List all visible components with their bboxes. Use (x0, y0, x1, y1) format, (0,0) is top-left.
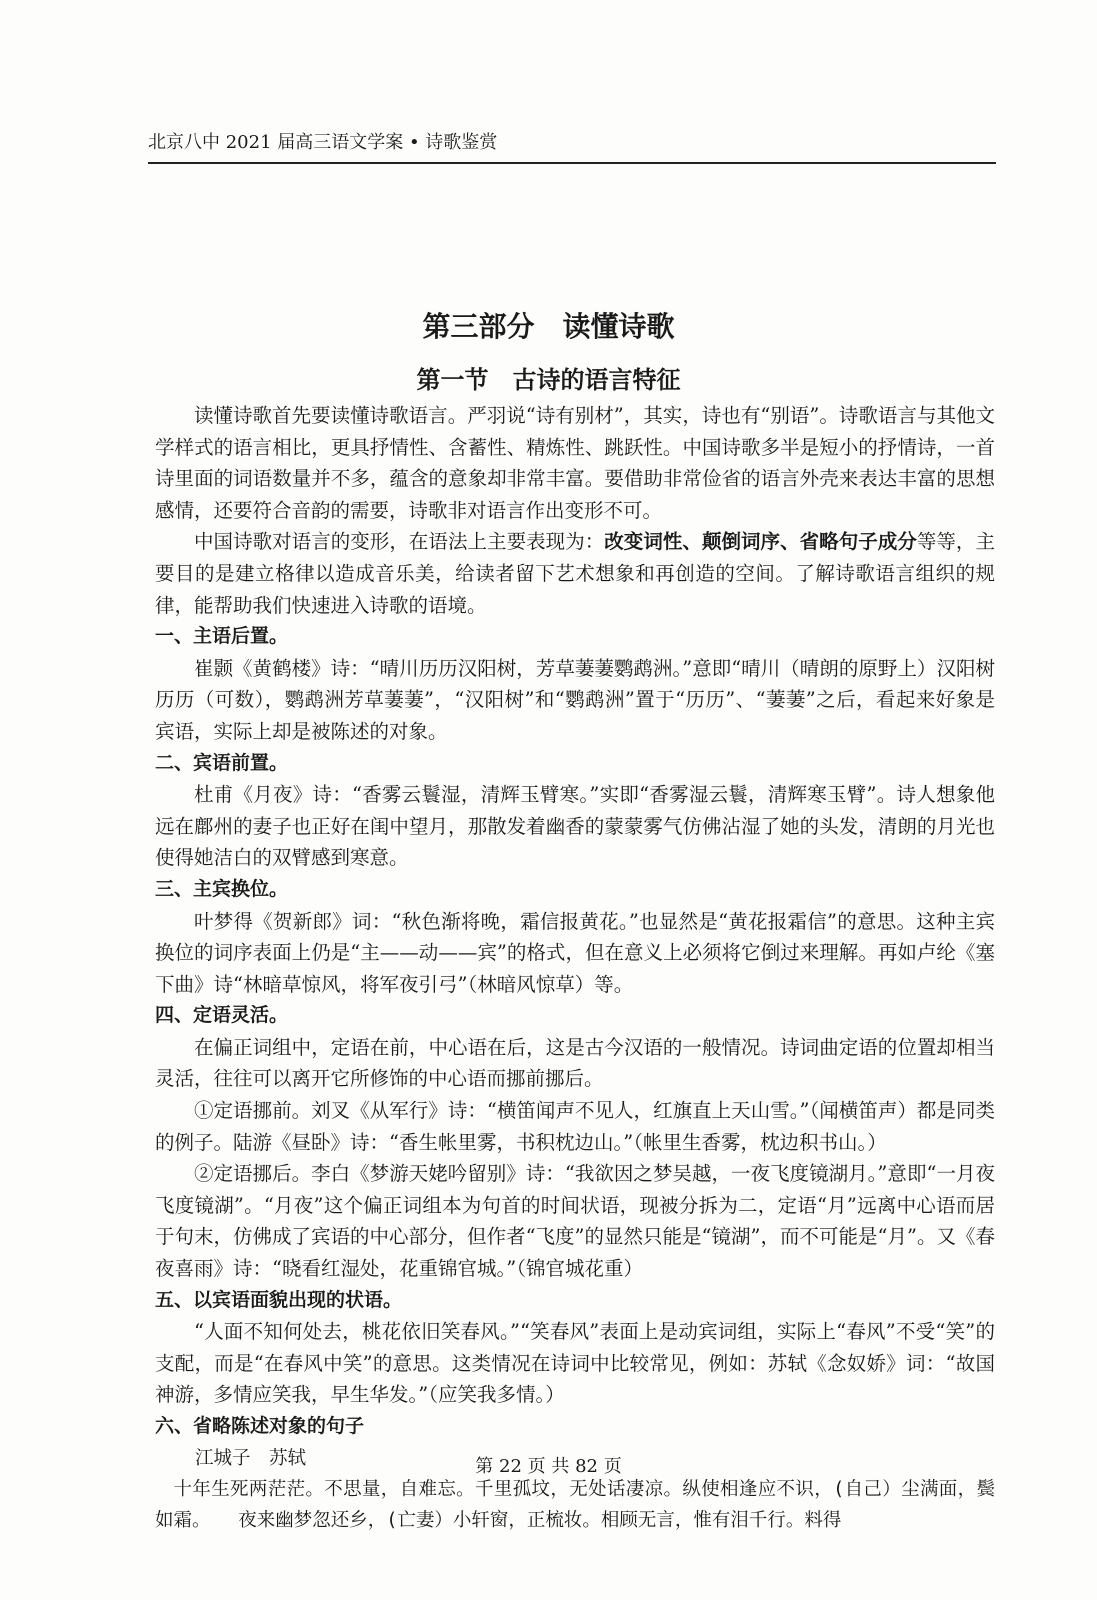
heading-adverbial-as-object: 五、以宾语面貌出现的状语。 (155, 1288, 403, 1311)
paragraph-object-preposed: 杜甫《月夜》诗：“香雾云鬟湿，清辉玉臂寒。”实即“香雾湿云鬟，清辉寒玉臂”。诗人想象他远在鄜州的妻子也正好在闺中望月，那散发着幽香的蒙蒙雾气仿佛沾湿了她的头发，清朗的月光也使得她洁白的双臂感到寒意。 (155, 783, 995, 870)
intro-p2-after: 等等，主要目的是建立格律以造成音乐美，给读者留下艺术想象和再创造的空间。了解诗歌语言组织的规律，能帮助我们快速进入诗歌的语境。 (155, 530, 995, 617)
part-title: 第三部分 读懂诗歌 (422, 310, 675, 343)
intro-p2-bold: 改变词性、颠倒词序、省略句子成分 (604, 530, 917, 554)
paragraph-flexible-attributive-1: 在偏正词组中，定语在前，中心语在后，这是古今汉语的一般情况。诗词曲定语的位置却相当灵活，往往可以离开它所修饰的中心语而挪前挪后。 (155, 1035, 995, 1091)
poem-title: 江城子 苏轼 (195, 1447, 307, 1469)
heading-flexible-attributive: 四、定语灵活。 (155, 1004, 289, 1027)
heading-object-preposed: 二、宾语前置。 (155, 751, 289, 774)
paragraph-flexible-attributive-3: ②定语挪后。李白《梦游天姥吟留别》诗：“我欲因之梦吴越，一夜飞度镜湖月。”意即“一月夜飞度镜湖”。“月夜”这个偏正词组本为句首的时间状语，现被分拆为二，定语“月”远离中心语而居于句末，仿佛成了宾语的中心部分，但作者“飞度”的显然只能是“镜湖”，而不可能是“月”。又《春夜喜雨》诗：“晓看红湿处，花重锦官城。”（锦官城花重） (155, 1162, 995, 1281)
page-number: 第 22 页 共 82 页 (475, 1456, 622, 1477)
paragraph-adverbial-as-object: “人面不知何处去，桃花依旧笑春风。”“笑春风”表面上是动宾词组，实际上“春风”不受“笑”的支配，而是“在春风中笑”的意思。这类情况在诗词中比较常见，例如：苏轼《念奴娇》词：“故国神游，多情应笑我，早生华发。”（应笑我多情。） (155, 1320, 995, 1407)
paragraph-subject-postposed: 崔颢《黄鹤楼》诗：“晴川历历汉阳树，芳草萋萋鹦鹉洲。”意即“晴川（晴朗的原野上）汉阳树历历（可数），鹦鹉洲芳草萋萋”，“汉阳树”和“鹦鹉洲”置于“历历”、“萋萋”之后，看起来好象是宾语，实际上却是被陈述的对象。 (155, 656, 995, 743)
poem-text: 十年生死两茫茫。不思量，自难忘。千里孤坟，无处话凄凉。纵使相逢应不识，(自己）尘满面，鬓如霜。 夜来幽梦忽还乡，(亡妻）小轩窗，正梳妆。相顾无言，惟有泪千行。料得 (155, 1479, 995, 1532)
section-title: 第一节 古诗的语言特征 (416, 366, 681, 394)
intro-paragraph-2 (155, 526, 995, 621)
heading-subject-object-swap: 三、主宾换位。 (155, 877, 289, 900)
paragraph-subject-object-swap: 叶梦得《贺新郎》词：“秋色渐将晚，霜信报黄花。”也显然是“黄花报霜信”的意思。这种主宾换位的词序表面上仍是“主——动——宾”的格式，但在意义上必须将它倒过来理解。再如卢纶《塞下曲》诗“林暗草惊风，将军夜引弓”（林暗风惊草）等。 (155, 909, 995, 996)
heading-omitted-subject: 六、省略陈述对象的句子 (155, 1415, 365, 1437)
heading-subject-postposed: 一、主语后置。 (155, 625, 289, 648)
page-header: 北京八中 2021 届高三语文学案 • 诗歌鉴赏 (148, 128, 996, 164)
intro-paragraph-1: 读懂诗歌首先要读懂诗歌语言。严羽说“诗有别材”，其实，诗也有“别语”。诗歌语言与其他文学样式的语言相比，更具抒情性、含蓄性、精炼性、跳跃性。中国诗歌多半是短小的抒情诗，一首诗里面的词语数量并不多，蕴含的意象却非常丰富。要借助非常俭省的语言外壳来表达丰富的思想感情，还要符合音韵的需要，诗歌非对语言作出变形不可。 (155, 404, 995, 522)
intro-p2-before: 中国诗歌对语言的变形，在语法上主要表现为： (194, 530, 605, 554)
paragraph-flexible-attributive-2: ①定语挪前。刘叉《从军行》诗：“横笛闻声不见人，红旗直上天山雪。”（闻横笛声）都是同类的例子。陆游《昼卧》诗：“香生帐里雾，书积枕边山。”（帐里生香雾，枕边积书山。） (155, 1099, 995, 1154)
document-body (155, 400, 995, 1536)
